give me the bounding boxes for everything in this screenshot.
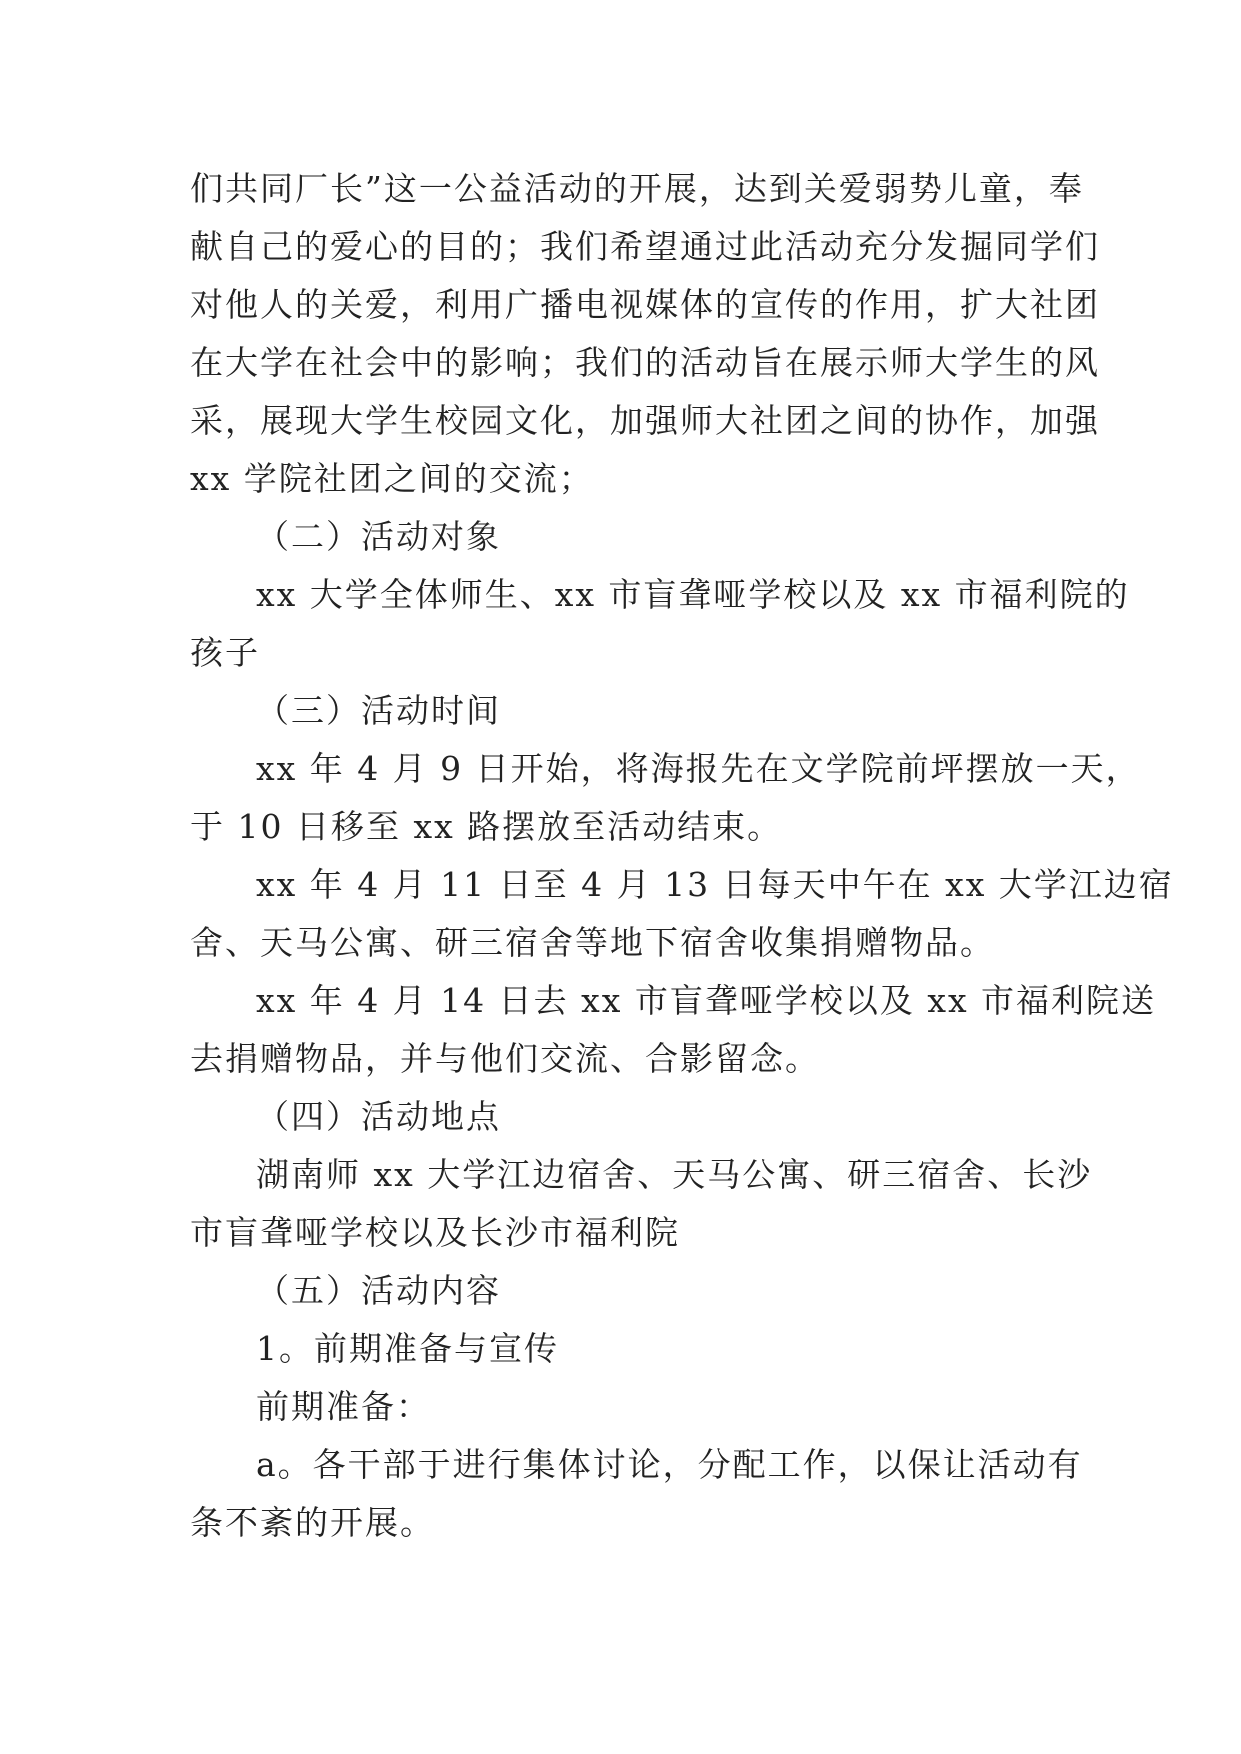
text-line: 们共同厂长”这一公益活动的开展，达到关爱弱势儿童，奉 (190, 169, 1084, 208)
text-line: 在大学在社会中的影响；我们的活动旨在展示师大学生的风 (190, 343, 1100, 382)
text-line: 舍、天马公寓、研三宿舍等地下宿舍收集捐赠物品。 (190, 923, 995, 962)
text-line: xx 年 4 月 14 日去 xx 市盲聋哑学校以及 xx 市福利院送 (256, 981, 1157, 1020)
text-line: （三）活动时间 (256, 691, 501, 730)
text-line: （四）活动地点 (256, 1097, 501, 1136)
text-line: 孩子 (190, 633, 260, 672)
document-body (190, 160, 1174, 1552)
text-line: xx 大学全体师生、xx 市盲聋哑学校以及 xx 市福利院的 (256, 575, 1130, 614)
text-line: （二）活动对象 (256, 517, 501, 556)
text-line: xx 学院社团之间的交流； (190, 459, 594, 498)
text-line: 于 10 日移至 xx 路摆放至活动结束。 (190, 807, 783, 846)
text-line: 前期准备： (256, 1387, 431, 1426)
text-line: 湖南师 xx 大学江边宿舍、天马公寓、研三宿舍、长沙 (256, 1155, 1093, 1194)
text-line: 对他人的关爱，利用广播电视媒体的宣传的作用，扩大社团 (190, 285, 1100, 324)
text-line: 去捐赠物品，并与他们交流、合影留念。 (190, 1039, 820, 1078)
text-line: （五）活动内容 (256, 1271, 501, 1310)
text-line: a。各干部于进行集体讨论，分配工作，以保让活动有 (256, 1445, 1083, 1484)
text-line: 1。前期准备与宣传 (256, 1329, 559, 1368)
text-line: 献自己的爱心的目的；我们希望通过此活动充分发掘同学们 (190, 227, 1100, 266)
text-line: 条不紊的开展。 (190, 1503, 435, 1542)
text-line: 采，展现大学生校园文化，加强师大社团之间的协作，加强 (190, 401, 1100, 440)
text-line: xx 年 4 月 11 日至 4 月 13 日每天中午在 xx 大学江边宿 (256, 865, 1174, 904)
text-line: 市盲聋哑学校以及长沙市福利院 (190, 1213, 680, 1252)
text-line: xx 年 4 月 9 日开始，将海报先在文学院前坪摆放一天， (256, 749, 1141, 788)
